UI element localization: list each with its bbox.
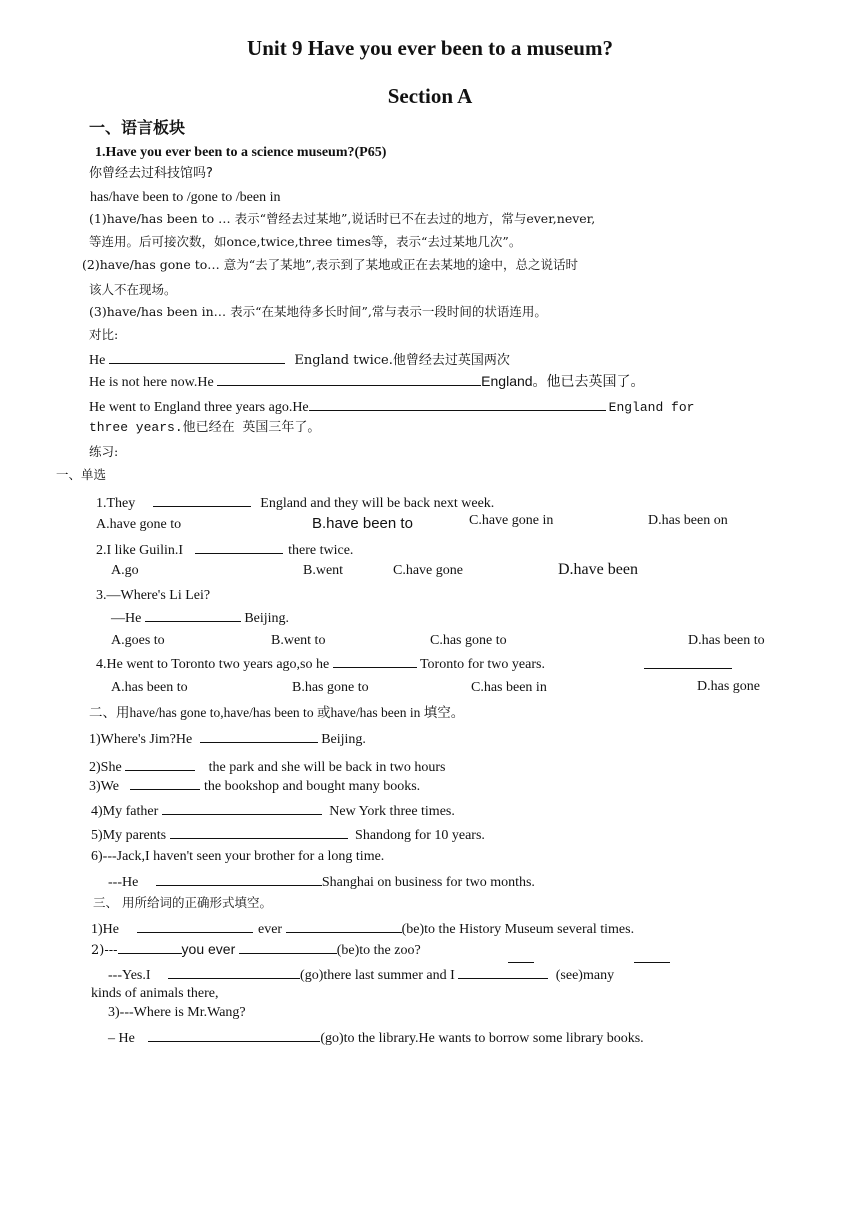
q2-1-stem: 1)Where's Jim?He [89,732,193,747]
q1-1-stem: 1.They [96,496,136,511]
explanation-3: (3)have/has been in… 表示“在某地待多长时间”,常与表示一段时间的状语连用。 [89,304,547,319]
page-title: Unit 9 Have you ever been to a museum? [247,36,613,60]
explanation-1a: (1)have/has been to … 表示“曾经去过某地”,说话时已不在去过的地方，常与ever,never, [89,211,596,226]
q2-4-stem-end: New York three times. [329,804,455,819]
compare-line-2 [89,373,645,391]
section-title: Section A [387,84,473,108]
q2-6-answer-end: Shanghai on business for two months. [321,875,535,890]
answer-blank[interactable] [239,941,337,954]
q1-2-option-d[interactable]: D.have been [558,561,638,578]
q3-2-answer-start: ---Yes.I [108,968,151,983]
q2-5-line [91,826,485,844]
q1-4-option-c[interactable]: C.has been in [471,680,547,695]
answer-blank[interactable] [118,941,182,954]
q3-2-answer-end: (see)many [555,968,615,983]
compare-1-end: England twice.他曾经去过英国两次 [294,353,510,368]
compare-2-end: England。他已去英国了。 [481,373,645,389]
answer-blank[interactable] [168,966,300,979]
answer-blank[interactable] [200,730,318,743]
language-heading: 一、语言板块 [89,118,186,137]
q1-4-stem: 4.He went to Toronto two years ago,so he [96,657,330,672]
q2-2-stem-end: the park and she will be back in two hours [208,760,446,775]
q3-1-line [91,920,634,938]
q2-6-line: 6)---Jack,I haven't seen your brother for a long time. [91,849,385,864]
q3-2-answer-mid: (go)there last summer and I [300,968,455,983]
answer-blank[interactable] [148,1029,320,1042]
q2-3-stem: 3)We [89,779,119,794]
q1-2-stem: 2.I like Guilin.I [96,543,184,558]
q2-3-stem-end: the bookshop and bought many books. [203,779,421,794]
q1-2-option-a[interactable]: A.go [111,563,139,578]
q1-4-option-b[interactable]: B.has gone to [292,680,369,695]
q3-2-line-3: kinds of animals there, [91,986,219,1001]
q3-2-stem: 2)--- [91,943,118,958]
explanation-1b: 等连用。后可接次数，如once,twice,three times等，表示“去过某地几次”。 [89,234,522,249]
answer-blank[interactable] [153,494,251,507]
point-title: 1.Have you ever been to a science museum?(P65) [95,145,387,160]
q3-1-stem-end: (be)to the History Museum several times. [401,922,635,937]
q2-2-line [89,758,445,776]
q1-3-option-d[interactable]: D.has been to [688,633,765,648]
answer-blank[interactable] [125,758,195,771]
q1-2-stem-end: there twice. [288,543,354,558]
compare-3-end: England for [608,400,695,415]
q2-1-stem-end: Beijing. [321,732,366,747]
q2-5-stem: 5)My parents [91,828,167,843]
q1-4-stem-end: Toronto for two years. [419,657,545,672]
q3-3-answer-end: (go)to the library.He wants to borrow some library books. [320,1031,644,1046]
phrase-forms: has/have been to /gone to /been in [90,190,281,205]
q1-4-option-d[interactable]: D.has gone [697,679,760,694]
answer-blank[interactable] [109,351,285,364]
compare-2-start: He is not here now.He [89,375,214,390]
q1-1-option-a[interactable]: A.have gone to [96,517,182,532]
answer-blank[interactable] [162,802,322,815]
q1-2-option-b[interactable]: B.went [303,563,344,578]
answer-blank[interactable] [458,966,548,979]
q1-4-option-a[interactable]: A.has been to [111,680,188,695]
q1-2-option-c[interactable]: C.have gone [393,563,463,578]
q3-3-line: 3)---Where is Mr.Wang? [108,1005,246,1020]
point-translation: 你曾经去过科技馆吗? [89,166,213,181]
q2-3-line [89,777,420,795]
q2-4-line [91,802,455,820]
answer-blank[interactable] [333,655,417,668]
answer-blank[interactable] [137,920,253,933]
q1-2-line [96,541,353,559]
q2-6-answer-start: ---He [108,875,139,890]
q1-3-line-2 [111,609,289,627]
q3-3-line-2 [108,1029,644,1047]
answer-blank[interactable] [217,373,481,386]
answer-blank[interactable] [130,777,200,790]
q3-1-stem-mid: ever [258,922,283,937]
compare-line-1 [89,351,510,369]
answer-blank[interactable] [156,873,322,886]
q2-6-line-2 [108,873,535,891]
q2-5-stem-end: Shandong for 10 years. [355,828,485,843]
compare-line-3b: three years.他已经在 英国三年了。 [89,420,321,435]
answer-line [644,656,732,669]
answer-line [508,950,534,963]
explanation-2b: 该人不在现场。 [89,282,177,297]
compare-line-3 [89,398,694,416]
q1-3-option-b[interactable]: B.went to [271,633,326,648]
q1-1-stem-end: England and they will be back next week. [260,496,495,511]
answer-blank[interactable] [170,826,348,839]
q1-3-line: 3.—Where's Li Lei? [96,588,211,603]
q2-2-stem: 2)She [89,760,122,775]
q1-1-option-d[interactable]: D.has been on [648,513,728,528]
q1-3-option-c[interactable]: C.has gone to [430,633,507,648]
answer-blank[interactable] [286,920,402,933]
q1-4-line [96,655,545,673]
compare-label: 对比: [89,327,119,342]
q3-2-stem-mid: you ever [181,941,236,957]
q1-3-answer-start: —He [111,611,142,626]
q3-1-stem: 1)He [91,922,119,937]
q3-3-answer-start: – He [108,1031,135,1046]
answer-line [634,950,670,963]
compare-1-start: He [89,353,106,368]
practice-label: 练习: [89,444,119,459]
q1-1-line [96,494,494,512]
q1-1-option-b[interactable]: B.have been to [312,515,413,532]
answer-blank[interactable] [195,541,283,554]
part2-heading: 二、用have/has gone to,have/has been to 或have/has been in 填空。 [89,705,465,720]
compare-3-start: He went to England three years ago.He [89,400,309,415]
part3-heading: 三、 用所给词的正确形式填空。 [93,895,272,910]
q1-1-option-c[interactable]: C.have gone in [469,513,554,528]
q2-1-line [89,730,366,748]
q1-3-answer-end: Beijing. [244,611,290,626]
answer-blank[interactable] [145,609,241,622]
answer-blank[interactable] [309,398,606,411]
q3-2-line [91,941,421,959]
part1-heading: 一、单选 [56,467,107,482]
q1-3-option-a[interactable]: A.goes to [111,633,165,648]
q2-4-stem: 4)My father [91,804,159,819]
q3-2-line-2 [108,966,614,984]
q3-2-stem-end: (be)to the zoo? [336,943,421,958]
explanation-2a: (2)have/has gone to… 意为“去了某地”,表示到了某地或正在去某地的途中，总之说话时 [82,257,578,272]
